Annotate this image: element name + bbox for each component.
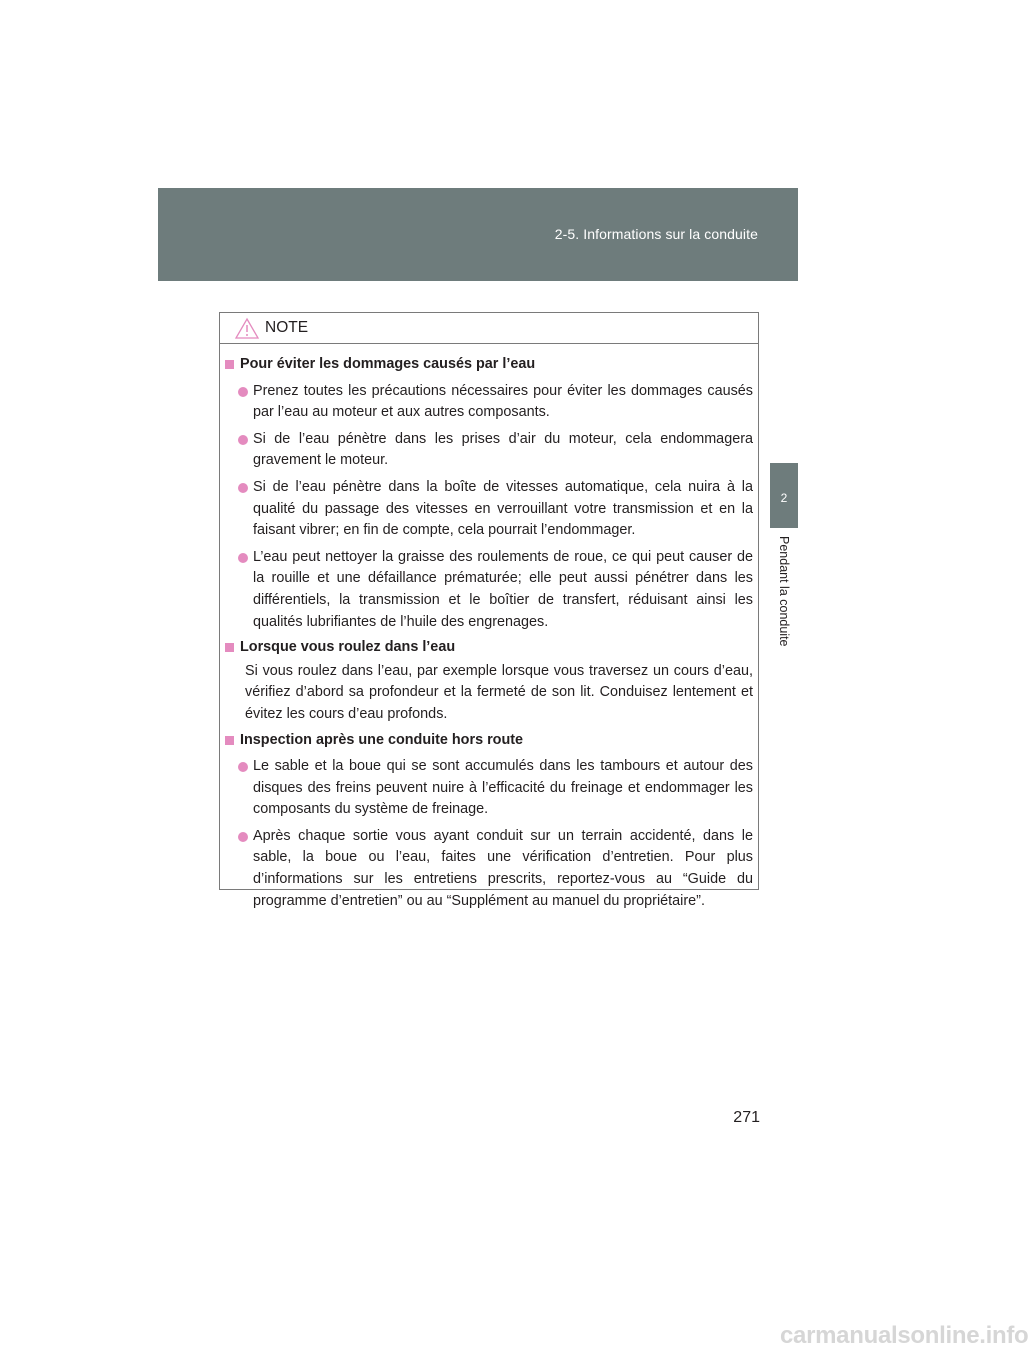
warning-triangle-icon [235, 318, 259, 339]
square-bullet-icon [225, 643, 234, 652]
note-box [219, 312, 759, 909]
list-item: Le sable et la boue qui se sont accumulés dans les tambours et autour des disques des freins peuvent nuire à l’efficacité du freinage et endommager les composants du système de freinage. [225, 756, 753, 821]
list-item: Si de l’eau pénètre dans la boîte de vitesses automatique, cela nuira à la qualité du passage des vitesses en verrouillant votre transmission et en la faisant vibrer; en fin de compte, cela pourrait l’endommager. [225, 477, 753, 542]
section-heading: Inspection après une conduite hors route [225, 730, 753, 752]
watermark [0, 1320, 1028, 1358]
watermark-text: carmanualsonline.info [780, 1322, 1028, 1349]
square-bullet-icon [225, 360, 234, 369]
chapter-header-band [158, 188, 798, 281]
section-title: 2-5. Informations sur la conduite [554, 226, 758, 242]
round-bullet-icon [238, 762, 248, 772]
round-bullet-icon [238, 832, 248, 842]
section-heading: Lorsque vous roulez dans l’eau [225, 637, 753, 659]
round-bullet-icon [238, 483, 248, 493]
section-paragraph: Si vous roulez dans l’eau, par exemple lorsque vous traversez un cours d’eau, vérifiez d’abord sa profondeur et la fermeté de son lit. Conduisez lentement et évitez les cours d’eau profonds. [245, 662, 753, 722]
list-item: L’eau peut nettoyer la graisse des roulements de roue, ce qui peut causer de la rouille et une défaillance prématurée; elle peut aussi pénétrer dans les différentiels, la transmission et le boîtier de transfert, réduisant ainsi les qualités lubrifiantes de l’huile des engrenages. [225, 547, 753, 633]
chapter-tab [770, 463, 798, 528]
list-item: Après chaque sortie vous ayant conduit sur un terrain accidenté, dans le sable, la boue ou l’eau, faites une vérification d’entretien. Pour plus d’informations sur les entretiens prescrits, reportez-vous au “Guide du programme d’entretien” ou au “Supplément au manuel du propriétaire”. [225, 826, 753, 912]
note-body [220, 344, 758, 912]
chapter-name: Pendant la conduite [777, 536, 791, 647]
round-bullet-icon [238, 435, 248, 445]
note-header [220, 313, 758, 344]
note-title: NOTE [265, 319, 309, 336]
list-item: Si de l’eau pénètre dans les prises d’air du moteur, cela endommagera gravement le moteur. [225, 429, 753, 472]
round-bullet-icon [238, 387, 248, 397]
page-number: 271 [733, 1109, 760, 1126]
list-item: Prenez toutes les précautions nécessaires pour éviter les dommages causés par l’eau au moteur et aux autres composants. [225, 381, 753, 424]
chapter-side-label [770, 536, 798, 676]
round-bullet-icon [238, 553, 248, 563]
chapter-number: 2 [780, 491, 788, 505]
square-bullet-icon [225, 736, 234, 745]
section-heading: Pour éviter les dommages causés par l’eau [225, 354, 753, 376]
